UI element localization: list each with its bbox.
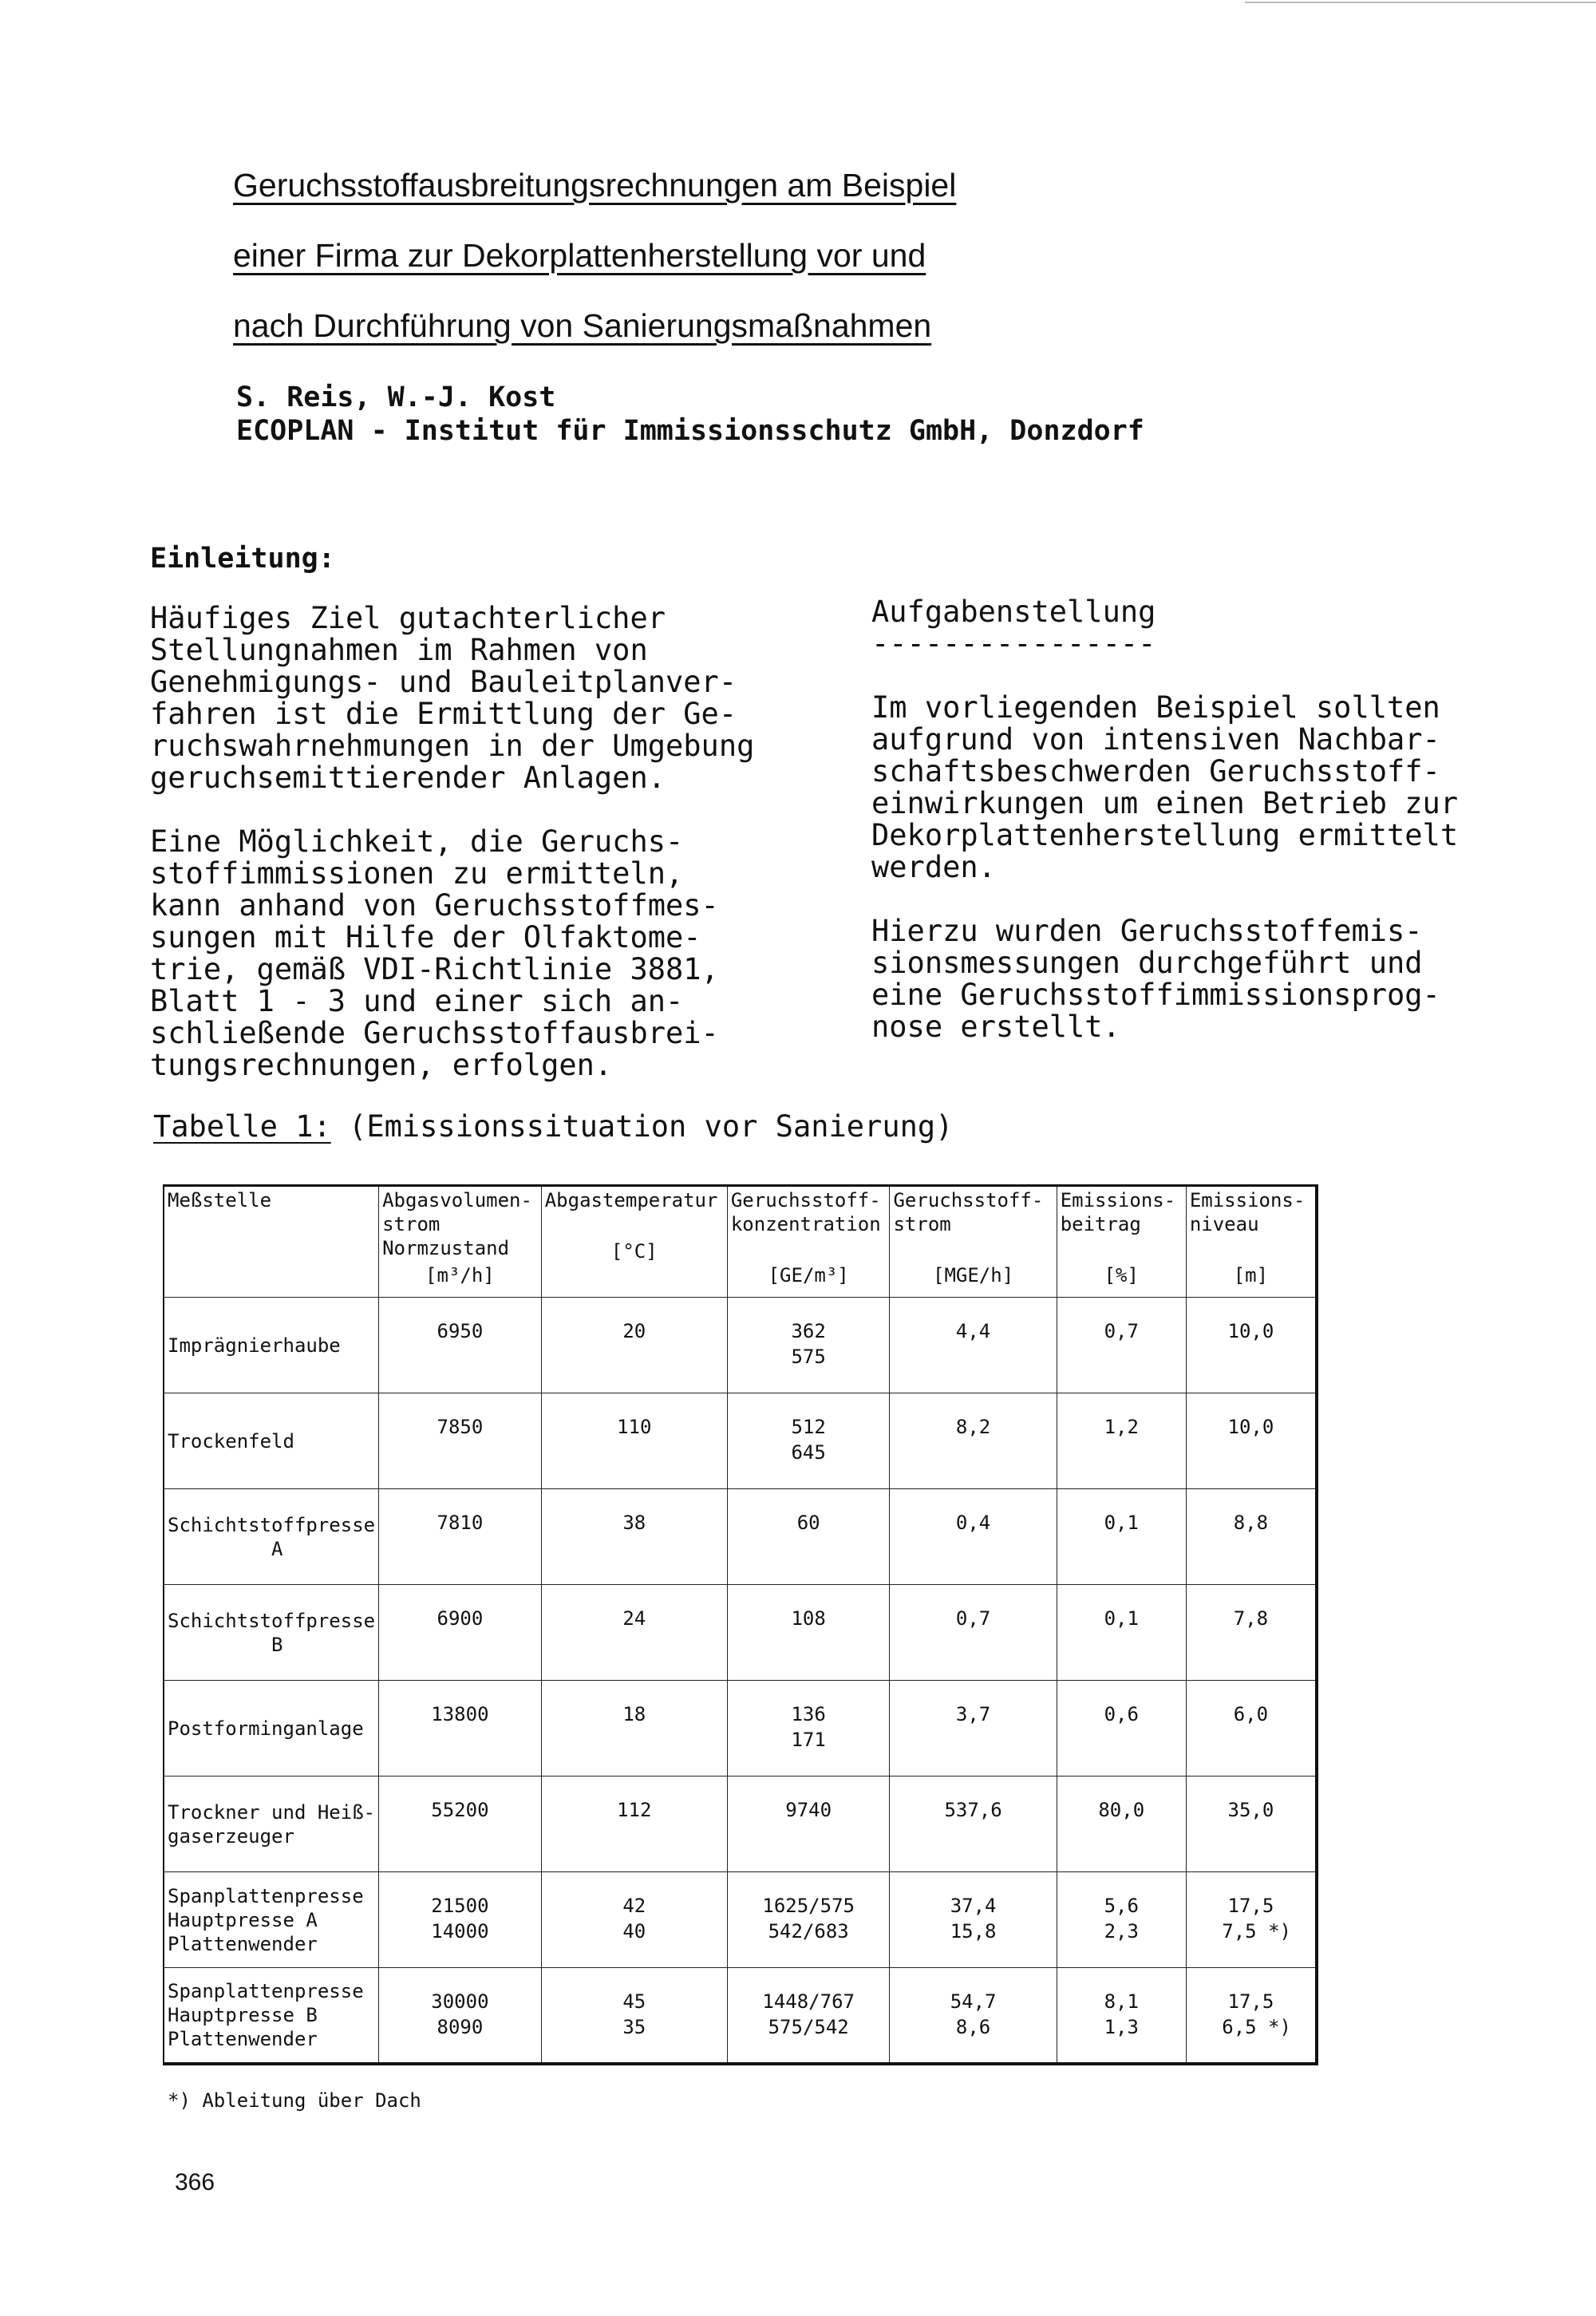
row-name: Imprägnierhaube (164, 1298, 379, 1393)
emission-share-cell: 5,6 2,3 (1057, 1872, 1186, 1968)
row-name: Schichtstoffpresse A (164, 1489, 379, 1585)
text-line: einwirkungen um einen Betrieb zur (871, 786, 1459, 820)
emission-share-cell: 0,6 (1057, 1681, 1186, 1777)
temperature-cell: 20 (541, 1298, 727, 1393)
volume-cell: 21500 14000 (379, 1872, 542, 1968)
page-number: 366 (175, 2169, 215, 2195)
emission-level-cell: 10,0 (1186, 1298, 1317, 1393)
temperature-cell: 110 (541, 1393, 727, 1489)
intro-column (150, 603, 868, 1081)
text-line: kann anhand von Geruchsstoffmes- (150, 888, 719, 923)
author-institute: ECOPLAN - Institut für Immissionsschutz GmbH, Donzdorf (236, 415, 1144, 447)
text-line: Hierzu wurden Geruchsstoffemis- (871, 914, 1423, 948)
table-footnote: *) Ableitung über Dach (168, 2089, 421, 2112)
concentration-cell: 1448/767 575/542 (727, 1968, 890, 2064)
text-line: Stellungnahmen im Rahmen von (150, 633, 648, 667)
table-header-row (164, 1186, 1317, 1298)
concentration-cell: 9740 (727, 1777, 890, 1872)
emission-level-cell: 10,0 (1186, 1393, 1317, 1489)
table-caption-label: Tabelle 1: (153, 1109, 331, 1144)
header-unit: [m] (1233, 1264, 1269, 1286)
header-unit: [%] (1104, 1264, 1139, 1286)
author-names: S. Reis, W.-J. Kost (236, 381, 556, 413)
temperature-cell: 18 (541, 1681, 727, 1777)
emission-level-cell: 17,5 7,5 *) (1186, 1872, 1317, 1968)
title-line-1: Geruchsstoffausbreitungsrechnungen am Beispiel (233, 167, 957, 204)
header-cell (727, 1186, 890, 1298)
table-caption (153, 1109, 953, 1144)
header-unit: [MGE/h] (933, 1264, 1014, 1286)
odour-flow-cell: 54,7 8,6 (890, 1968, 1057, 2064)
emission-level-cell: 35,0 (1186, 1777, 1317, 1872)
task-paragraph-2 (871, 915, 1574, 1043)
header-cell (379, 1186, 542, 1298)
text-line: Im vorliegenden Beispiel sollten (871, 690, 1440, 725)
table-row (164, 1489, 1317, 1585)
emission-share-cell: 8,1 1,3 (1057, 1968, 1186, 2064)
table-row (164, 1585, 1317, 1681)
concentration-cell: 512 645 (727, 1393, 890, 1489)
header-label: Geruchsstoff- konzentration (730, 1189, 881, 1235)
text-line: Eine Möglichkeit, die Geruchs- (150, 824, 684, 859)
volume-cell: 7810 (379, 1489, 542, 1585)
paragraph-gap (871, 883, 1574, 915)
text-line: sionsmessungen durchgeführt und (871, 946, 1423, 980)
text-line: nose erstellt. (871, 1010, 1120, 1044)
row-name: Postforminganlage (164, 1681, 379, 1777)
odour-flow-cell: 8,2 (890, 1393, 1057, 1489)
header-cell (541, 1186, 727, 1298)
task-heading: Aufgabenstellung (871, 595, 1156, 629)
header-cell (1057, 1186, 1186, 1298)
row-name: Spanplattenpresse Hauptpresse A Plattenwender (164, 1872, 379, 1968)
intro-heading: Einleitung: (150, 543, 335, 575)
emission-share-cell: 80,0 (1057, 1777, 1186, 1872)
task-heading-underline: ---------------- (871, 626, 1156, 661)
volume-cell: 6900 (379, 1585, 542, 1681)
header-cell (890, 1186, 1057, 1298)
table-row (164, 1393, 1317, 1489)
text-line: schließende Geruchsstoffausbrei- (150, 1016, 719, 1050)
top-rule (1245, 2, 1596, 3)
text-line: sungen mit Hilfe der Olfaktome- (150, 920, 701, 954)
volume-cell: 7850 (379, 1393, 542, 1489)
row-name: Spanplattenpresse Hauptpresse B Plattenwender (164, 1968, 379, 2064)
concentration-cell: 362 575 (727, 1298, 890, 1393)
paragraph-gap (871, 660, 1574, 692)
table-row (164, 1777, 1317, 1872)
header-cell (1186, 1186, 1317, 1298)
temperature-cell: 38 (541, 1489, 727, 1585)
header-label: Emissions- niveau (1189, 1189, 1306, 1235)
table-body (164, 1298, 1317, 2064)
table-row (164, 1872, 1317, 1968)
table-row (164, 1681, 1317, 1777)
header-unit: [m³/h] (425, 1264, 495, 1286)
odour-flow-cell: 37,4 15,8 (890, 1872, 1057, 1968)
emission-level-cell: 17,5 6,5 *) (1186, 1968, 1317, 2064)
concentration-cell: 60 (727, 1489, 890, 1585)
odour-flow-cell: 0,4 (890, 1489, 1057, 1585)
header-label: Meßstelle (168, 1189, 272, 1211)
temperature-cell: 112 (541, 1777, 727, 1872)
text-line: werden. (871, 850, 996, 884)
emission-share-cell: 0,1 (1057, 1489, 1186, 1585)
odour-flow-cell: 0,7 (890, 1585, 1057, 1681)
temperature-cell: 24 (541, 1585, 727, 1681)
volume-cell: 6950 (379, 1298, 542, 1393)
task-paragraph-1 (871, 692, 1574, 883)
emission-share-cell: 0,7 (1057, 1298, 1186, 1393)
temperature-cell: 42 40 (541, 1872, 727, 1968)
text-line: ruchswahrnehmungen in der Umgebung (150, 729, 755, 763)
text-line: stoffimmissionen zu ermitteln, (150, 856, 684, 891)
emission-share-cell: 1,2 (1057, 1393, 1186, 1489)
paragraph-gap (150, 794, 868, 826)
header-label: Geruchsstoff- strom (893, 1189, 1044, 1235)
concentration-cell: 108 (727, 1585, 890, 1681)
title-line-3: nach Durchführung von Sanierungsmaßnahmen (233, 307, 932, 344)
text-line: eine Geruchsstoffimmissionsprog- (871, 978, 1440, 1012)
concentration-cell: 1625/575 542/683 (727, 1872, 890, 1968)
table-row (164, 1298, 1317, 1393)
text-line: fahren ist die Ermittlung der Ge- (150, 697, 737, 731)
row-name: Schichtstoffpresse B (164, 1585, 379, 1681)
table-caption-text: (Emissionssituation vor Sanierung) (330, 1109, 954, 1144)
header-label: Abgasvolumen- strom Normzustand (382, 1189, 532, 1259)
intro-paragraph-2 (150, 826, 868, 1081)
text-line: Blatt 1 - 3 und einer sich an- (150, 984, 684, 1018)
header-label: Abgastemperatur (544, 1189, 718, 1211)
odour-flow-cell: 3,7 (890, 1681, 1057, 1777)
title-line-2: einer Firma zur Dekorplattenherstellung vor und (233, 237, 926, 274)
header-unit: [°C] (610, 1240, 658, 1263)
task-column (871, 596, 1574, 1043)
header-cell (164, 1186, 379, 1298)
text-line: tungsrechnungen, erfolgen. (150, 1048, 613, 1082)
intro-paragraph-1 (150, 603, 868, 794)
table-row (164, 1968, 1317, 2064)
emission-level-cell: 8,8 (1186, 1489, 1317, 1585)
header-unit: [GE/m³] (768, 1264, 849, 1286)
emission-level-cell: 7,8 (1186, 1585, 1317, 1681)
text-line: geruchsemittierender Anlagen. (150, 761, 666, 795)
volume-cell: 30000 8090 (379, 1968, 542, 2064)
paper-title (233, 150, 1270, 361)
concentration-cell: 136 171 (727, 1681, 890, 1777)
emission-table (163, 1184, 1318, 2065)
author-block (236, 381, 1513, 448)
text-line: Dekorplattenherstellung ermittelt (871, 818, 1459, 852)
emission-level-cell: 6,0 (1186, 1681, 1317, 1777)
odour-flow-cell: 4,4 (890, 1298, 1057, 1393)
odour-flow-cell: 537,6 (890, 1777, 1057, 1872)
temperature-cell: 45 35 (541, 1968, 727, 2064)
volume-cell: 55200 (379, 1777, 542, 1872)
emission-share-cell: 0,1 (1057, 1585, 1186, 1681)
text-line: Häufiges Ziel gutachterlicher (150, 601, 666, 635)
text-line: trie, gemäß VDI-Richtlinie 3881, (150, 952, 719, 986)
header-label: Emissions- beitrag (1060, 1189, 1176, 1235)
volume-cell: 13800 (379, 1681, 542, 1777)
text-line: schaftsbeschwerden Geruchsstoff- (871, 754, 1440, 788)
row-name: Trockenfeld (164, 1393, 379, 1489)
text-line: aufgrund von intensiven Nachbar- (871, 722, 1440, 757)
text-line: Genehmigungs- und Bauleitplanver- (150, 665, 737, 699)
row-name: Trockner und Heiß- gaserzeuger (164, 1777, 379, 1872)
